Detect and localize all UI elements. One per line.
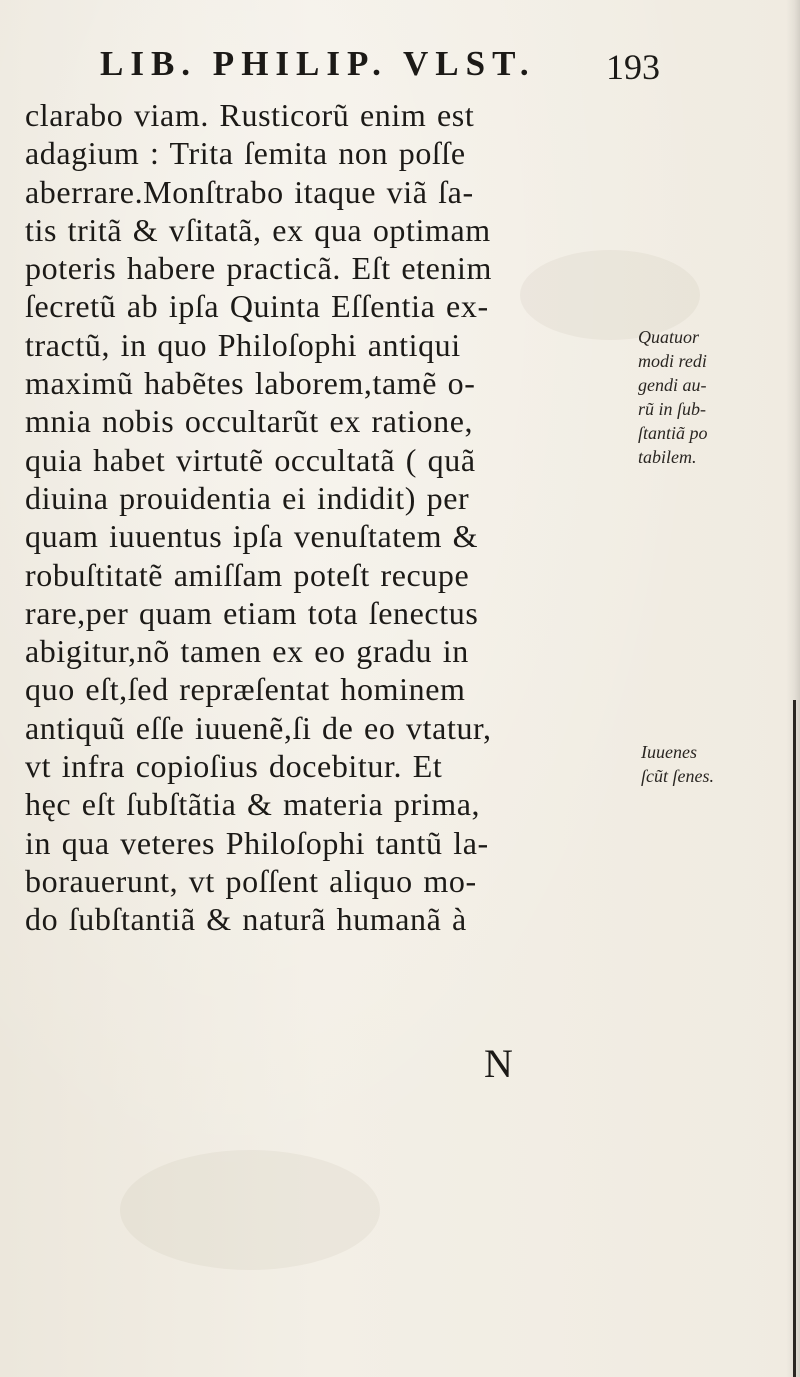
text-line: poteris habere practicã. Eſt etenim bbox=[25, 250, 493, 287]
text-line: clarabo viam. Rusticorũ enim est bbox=[25, 97, 475, 133]
text-line: adagium : Trita ſemita non poſſe bbox=[25, 135, 466, 172]
signature-mark: N bbox=[484, 1041, 513, 1086]
text-line: abigitur,nõ tamen ex eo gradu in bbox=[25, 633, 469, 670]
page-number: 193 bbox=[606, 47, 660, 87]
margin-note-line: Iuuenes bbox=[641, 742, 697, 762]
text-line: maximũ habẽtes laborem,tamẽ o- bbox=[25, 365, 476, 402]
text-line: diuina prouidentia ei indidit) per bbox=[25, 479, 470, 516]
text-line: aberrare.Monſtrabo itaque viã ſa- bbox=[25, 173, 474, 210]
text-line: mnia nobis occultarũt ex ratione, bbox=[25, 403, 474, 440]
text-line: borauerunt, vt poſſent aliquo mo- bbox=[25, 862, 477, 899]
text-line: vt infra copioſius docebitur. Et bbox=[25, 748, 443, 785]
text-line: antiquũ eſſe iuuenẽ,ſi de eo vtatur, bbox=[25, 709, 492, 746]
text-line: quam iuuentus ipſa venuſtatem & bbox=[25, 518, 479, 555]
margin-note-line: ſcũt ſenes. bbox=[641, 766, 714, 786]
margin-note bbox=[641, 740, 714, 788]
text-line: quia habet virtutẽ occultatã ( quã bbox=[25, 441, 476, 478]
margin-note-line: rũ in ſub- bbox=[638, 399, 707, 419]
margin-note bbox=[638, 325, 708, 469]
running-title: LIB. PHILIP. VLST. bbox=[100, 44, 536, 83]
text-line: ſecretũ ab ipſa Quinta Eſſentia ex- bbox=[25, 288, 489, 325]
margin-note-line: modi redi bbox=[638, 351, 707, 371]
margin-note-line: gendi au- bbox=[638, 375, 707, 395]
text-line: robuſtitatẽ amiſſam poteſt recupe bbox=[25, 556, 470, 593]
text-line: tractũ, in quo Philoſophi antiqui bbox=[25, 326, 461, 363]
page-edge-line bbox=[793, 700, 796, 1377]
margin-note-line: ſtantiã po bbox=[638, 423, 708, 443]
text-line: quo eſt,ſed repræſentat hominem bbox=[25, 671, 466, 708]
main-text-block bbox=[25, 96, 630, 939]
text-line: do ſubſtantiã & naturã humanã à bbox=[25, 901, 467, 938]
text-line: rare,per quam etiam tota ſenectus bbox=[25, 594, 479, 631]
text-line: hęc eſt ſubſtãtia & materia prima, bbox=[25, 786, 481, 823]
text-line: tis tritã & vſitatã, ex qua optimam bbox=[25, 211, 491, 248]
page-header bbox=[100, 38, 660, 88]
text-line: in qua veteres Philoſophi tantũ la- bbox=[25, 824, 489, 861]
margin-note-line: Quatuor bbox=[638, 327, 700, 347]
paper-stain bbox=[120, 1150, 380, 1270]
margin-note-line: tabilem. bbox=[638, 447, 697, 467]
